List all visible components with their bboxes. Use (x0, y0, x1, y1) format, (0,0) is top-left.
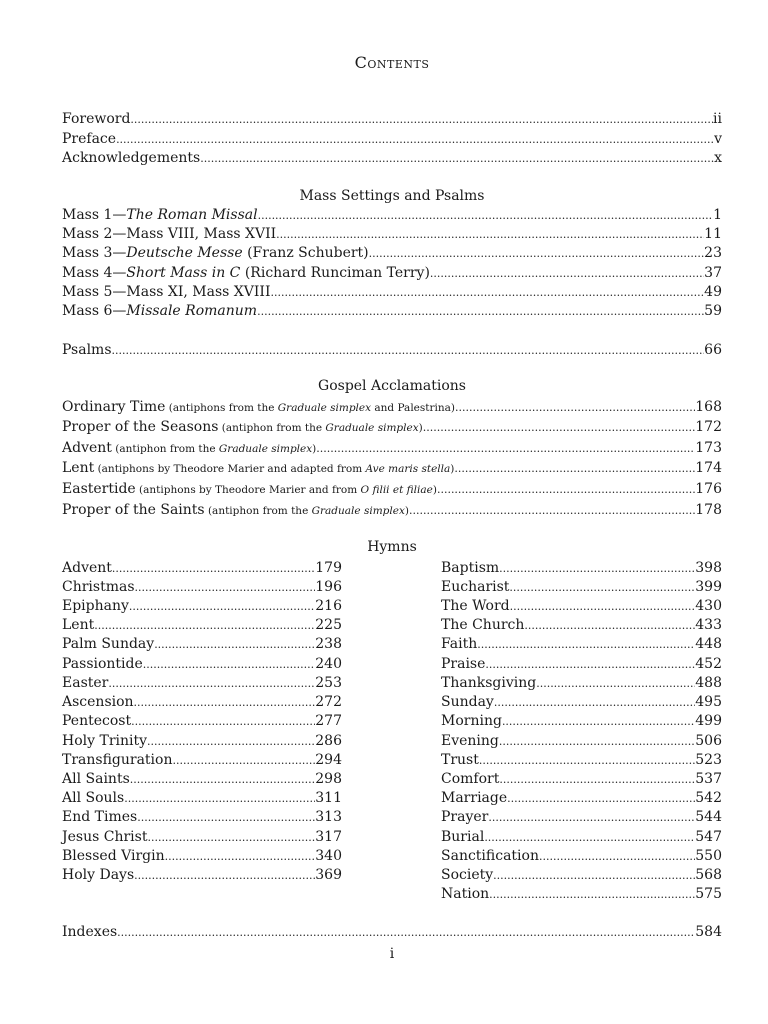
entry-label: The Word (441, 598, 510, 614)
entry-page: 399 (695, 579, 722, 595)
toc-entry-hymn[interactable] (62, 559, 342, 577)
entry-page: 196 (315, 579, 342, 595)
entry-page: 369 (315, 867, 342, 883)
entry-page: 286 (315, 733, 342, 749)
toc-entry-hymn[interactable] (62, 847, 342, 865)
entry-page: 499 (695, 713, 722, 729)
entry-label: Blessed Virgin (62, 848, 165, 864)
entry-label: Eucharist (441, 579, 510, 595)
entry-page: 173 (695, 440, 722, 456)
entry-label: Passiontide (62, 656, 143, 672)
entry-page: 311 (315, 790, 342, 806)
entry-page: 506 (695, 733, 722, 749)
entry-label: Holy Trinity (62, 733, 148, 749)
toc-entry-ordinary-time[interactable] (62, 398, 722, 416)
entry-label: Advent (62, 560, 112, 576)
entry-label: Proper of the Seasons (antiphon from the Graduale simplex) (62, 419, 423, 435)
entry-page: 238 (315, 636, 342, 652)
entry-page: 568 (695, 867, 722, 883)
entry-page: 240 (315, 656, 342, 672)
toc-entry-hymn[interactable] (62, 751, 342, 769)
entry-label: Transfiguration (62, 752, 173, 768)
entry-label: Holy Days (62, 867, 135, 883)
entry-label: Society (441, 867, 494, 883)
toc-entry-hymn[interactable] (441, 578, 722, 596)
toc-entry-mass-2[interactable] (62, 225, 722, 243)
toc-entry-hymn[interactable] (62, 597, 342, 615)
toc-entry-hymn[interactable] (441, 732, 722, 750)
toc-entry-hymn[interactable] (62, 866, 342, 884)
page-title: Contents (354, 53, 430, 72)
toc-entry-gospel-advent[interactable] (62, 439, 722, 457)
entry-page: 550 (695, 848, 722, 864)
entry-page: v (714, 131, 722, 147)
toc-entry-proper-saints[interactable] (62, 501, 722, 519)
entry-page: 544 (695, 809, 722, 825)
toc-entry-hymn[interactable] (441, 674, 722, 692)
entry-page: 225 (315, 617, 342, 633)
toc-entry-indexes[interactable] (62, 923, 722, 941)
toc-entry-hymn[interactable] (62, 789, 342, 807)
entry-label: Psalms (62, 342, 112, 358)
entry-page: 430 (695, 598, 722, 614)
entry-label: Prayer (441, 809, 489, 825)
entry-page: 575 (695, 886, 722, 902)
entry-label: Sunday (441, 694, 494, 710)
toc-entry-hymn[interactable] (62, 808, 342, 826)
entry-page: 495 (695, 694, 722, 710)
entry-page: 37 (704, 265, 722, 281)
toc-entry-hymn[interactable] (62, 635, 342, 653)
entry-label: Preface (62, 131, 117, 147)
entry-page: 179 (315, 560, 342, 576)
entry-label: Mass 1—The Roman Missal (62, 207, 258, 223)
entry-page: 537 (695, 771, 722, 787)
toc-entry-hymn[interactable] (441, 635, 722, 653)
toc-entry-hymn[interactable] (441, 655, 722, 673)
entry-label: Mass 6—Missale Romanum (62, 303, 258, 319)
entry-page: 340 (315, 848, 342, 864)
entry-label: Mass 5—Mass XI, Mass XVIII (62, 284, 271, 300)
toc-entry-mass-6[interactable] (62, 302, 722, 320)
entry-label: Mass 2—Mass VIII, Mass XVII (62, 226, 277, 242)
entry-label: Sanctification (441, 848, 539, 864)
entry-label: Palm Sunday (62, 636, 155, 652)
toc-entry-acknowledgements[interactable] (62, 149, 722, 167)
entry-label: Morning (441, 713, 502, 729)
entry-label: Pentecost (62, 713, 132, 729)
entry-label: Lent (antiphons by Theodore Marier and adapted from Ave maris stella) (62, 460, 455, 476)
entry-label: Baptism (441, 560, 500, 576)
toc-entry-hymn[interactable] (62, 578, 342, 596)
entry-label: Acknowledgements (62, 150, 201, 166)
toc-entry-hymn[interactable] (441, 828, 722, 846)
toc-entry-hymn[interactable] (441, 847, 722, 865)
entry-label: Advent (antiphon from the Graduale simplex) (62, 440, 317, 456)
toc-entry-mass-3[interactable] (62, 244, 722, 262)
entry-label: Indexes (62, 924, 118, 940)
section-heading-hymns: Hymns (367, 539, 417, 555)
entry-label: Ascension (62, 694, 134, 710)
entry-label: Evening (441, 733, 499, 749)
toc-entry-mass-1[interactable] (62, 206, 722, 224)
entry-page: 398 (695, 560, 722, 576)
entry-page: 313 (315, 809, 342, 825)
entry-label: Faith (441, 636, 478, 652)
entry-page: 277 (315, 713, 342, 729)
entry-page: 59 (704, 303, 722, 319)
toc-entry-hymn[interactable] (62, 693, 342, 711)
entry-label: Thanksgiving (441, 675, 537, 691)
toc-entry-gospel-lent[interactable] (62, 459, 722, 477)
entry-page: 433 (695, 617, 722, 633)
entry-page: 542 (695, 790, 722, 806)
toc-entry-hymn[interactable] (62, 674, 342, 692)
toc-entry-hymn[interactable] (441, 559, 722, 577)
entry-label: Eastertide (antiphons by Theodore Marier and from O filii et filiae) (62, 481, 437, 497)
entry-page: 584 (695, 924, 722, 940)
contents-page (62, 0, 722, 1024)
toc-entry-hymn[interactable] (441, 770, 722, 788)
toc-entry-hymn[interactable] (441, 712, 722, 730)
toc-entry-eastertide[interactable] (62, 480, 722, 498)
entry-label: Trust (441, 752, 479, 768)
entry-page: 49 (704, 284, 722, 300)
entry-label: End Times (62, 809, 138, 825)
entry-label: Easter (62, 675, 109, 691)
entry-label: Foreword (62, 111, 131, 127)
entry-label: Marriage (441, 790, 508, 806)
entry-label: Christmas (62, 579, 135, 595)
toc-entry-psalms[interactable] (62, 341, 722, 359)
entry-page: 1 (713, 207, 722, 223)
entry-page: 168 (695, 399, 722, 415)
entry-label: Epiphany (62, 598, 129, 614)
entry-label: Ordinary Time (antiphons from the Graduale simplex and Palestrina) (62, 399, 455, 415)
entry-label: Burial (441, 829, 485, 845)
entry-page: 11 (704, 226, 722, 242)
entry-page: 216 (315, 598, 342, 614)
entry-page: x (714, 150, 722, 166)
entry-page: 547 (695, 829, 722, 845)
entry-page: 448 (695, 636, 722, 652)
entry-page: 172 (695, 419, 722, 435)
entry-label: Comfort (441, 771, 500, 787)
entry-page: 452 (695, 656, 722, 672)
toc-entry-hymn[interactable] (441, 789, 722, 807)
toc-entry-hymn[interactable] (62, 828, 342, 846)
section-heading-gospel: Gospel Acclamations (318, 378, 466, 394)
entry-label: Proper of the Saints (antiphon from the Graduale simplex) (62, 502, 409, 518)
entry-label: Lent (62, 617, 95, 633)
toc-entry-hymn[interactable] (441, 808, 722, 826)
toc-entry-proper-seasons[interactable] (62, 418, 722, 436)
entry-page: 174 (695, 460, 722, 476)
entry-page: 294 (315, 752, 342, 768)
entry-page: 272 (315, 694, 342, 710)
toc-entry-hymn[interactable] (441, 885, 722, 903)
entry-page: 523 (695, 752, 722, 768)
entry-label: Jesus Christ (62, 829, 148, 845)
entry-label: Mass 3—Deutsche Messe (Franz Schubert) (62, 245, 369, 261)
entry-label: Mass 4—Short Mass in C (Richard Runciman Terry) (62, 265, 430, 281)
toc-entry-hymn[interactable] (441, 693, 722, 711)
page-number: i (389, 946, 395, 962)
toc-entry-foreword[interactable] (62, 110, 722, 128)
toc-entry-hymn[interactable] (62, 616, 342, 634)
entry-page: 488 (695, 675, 722, 691)
entry-label: All Saints (62, 771, 130, 787)
toc-entry-hymn[interactable] (62, 732, 342, 750)
toc-entry-hymn[interactable] (62, 770, 342, 788)
entry-label: All Souls (62, 790, 125, 806)
toc-entry-mass-4[interactable] (62, 264, 722, 282)
entry-label: Praise (441, 656, 486, 672)
toc-entry-hymn[interactable] (441, 866, 722, 884)
toc-entry-hymn[interactable] (441, 597, 722, 615)
entry-page: ii (713, 111, 722, 127)
toc-entry-preface[interactable] (62, 130, 722, 148)
toc-entry-hymn[interactable] (441, 616, 722, 634)
entry-label: The Church (441, 617, 525, 633)
entry-page: 66 (704, 342, 722, 358)
entry-page: 317 (315, 829, 342, 845)
entry-label: Nation (441, 886, 490, 902)
entry-page: 23 (704, 245, 722, 261)
section-heading-mass: Mass Settings and Psalms (299, 188, 485, 204)
toc-entry-hymn[interactable] (441, 751, 722, 769)
toc-entry-mass-5[interactable] (62, 283, 722, 301)
entry-page: 253 (315, 675, 342, 691)
toc-entry-hymn[interactable] (62, 655, 342, 673)
entry-page: 298 (315, 771, 342, 787)
toc-entry-hymn[interactable] (62, 712, 342, 730)
entry-page: 178 (695, 502, 722, 518)
entry-page: 176 (695, 481, 722, 497)
